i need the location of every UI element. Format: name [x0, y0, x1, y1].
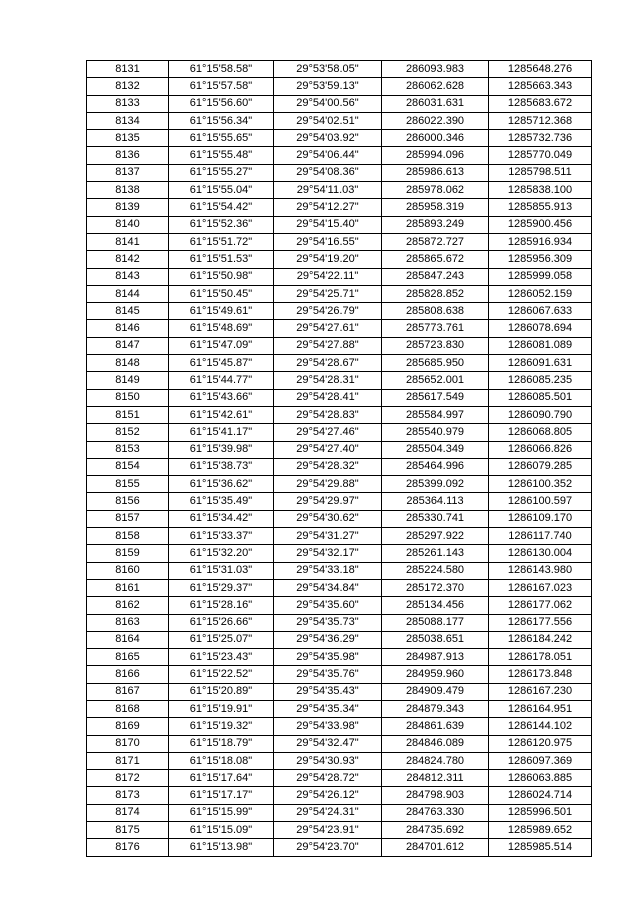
- y-coordinate-cell: 1286063.885: [489, 770, 592, 787]
- latitude-cell: 61°15'45.87": [169, 355, 274, 372]
- longitude-cell: 29°54'32.47": [274, 735, 382, 752]
- latitude-cell: 61°15'13.98": [169, 839, 274, 856]
- longitude-cell: 29°54'22.11": [274, 268, 382, 285]
- point-number-cell: 8160: [87, 562, 169, 579]
- point-number-cell: 8142: [87, 251, 169, 268]
- latitude-cell: 61°15'58.58": [169, 61, 274, 78]
- table-row: [87, 528, 592, 545]
- table-row: [87, 579, 592, 596]
- table-row: [87, 130, 592, 147]
- point-number-cell: 8153: [87, 441, 169, 458]
- y-coordinate-cell: 1285732.736: [489, 130, 592, 147]
- point-number-cell: 8159: [87, 545, 169, 562]
- y-coordinate-cell: 1286164.951: [489, 700, 592, 717]
- table-row: [87, 839, 592, 856]
- x-coordinate-cell: 285224.580: [382, 562, 489, 579]
- longitude-cell: 29°54'12.27": [274, 199, 382, 216]
- table-row: [87, 752, 592, 769]
- longitude-cell: 29°54'28.32": [274, 458, 382, 475]
- point-number-cell: 8170: [87, 735, 169, 752]
- table-row: [87, 718, 592, 735]
- x-coordinate-cell: 285134.456: [382, 597, 489, 614]
- x-coordinate-cell: 285038.651: [382, 631, 489, 648]
- longitude-cell: 29°54'35.98": [274, 649, 382, 666]
- table-row: [87, 458, 592, 475]
- longitude-cell: 29°54'23.91": [274, 822, 382, 839]
- x-coordinate-cell: 284959.960: [382, 666, 489, 683]
- table-row: [87, 78, 592, 95]
- latitude-cell: 61°15'17.64": [169, 770, 274, 787]
- y-coordinate-cell: 1286090.790: [489, 406, 592, 423]
- point-number-cell: 8167: [87, 683, 169, 700]
- longitude-cell: 29°54'19.20": [274, 251, 382, 268]
- x-coordinate-cell: 285865.672: [382, 251, 489, 268]
- y-coordinate-cell: 1285648.276: [489, 61, 592, 78]
- point-number-cell: 8173: [87, 787, 169, 804]
- point-number-cell: 8175: [87, 822, 169, 839]
- point-number-cell: 8169: [87, 718, 169, 735]
- point-number-cell: 8144: [87, 285, 169, 302]
- x-coordinate-cell: 285685.950: [382, 355, 489, 372]
- x-coordinate-cell: 285617.549: [382, 389, 489, 406]
- point-number-cell: 8131: [87, 61, 169, 78]
- coordinates-table: [86, 60, 592, 857]
- point-number-cell: 8172: [87, 770, 169, 787]
- x-coordinate-cell: 285847.243: [382, 268, 489, 285]
- point-number-cell: 8146: [87, 320, 169, 337]
- longitude-cell: 29°54'35.73": [274, 614, 382, 631]
- table-row: [87, 389, 592, 406]
- latitude-cell: 61°15'56.60": [169, 95, 274, 112]
- y-coordinate-cell: 1286120.975: [489, 735, 592, 752]
- table-row: [87, 337, 592, 354]
- longitude-cell: 29°54'30.93": [274, 752, 382, 769]
- y-coordinate-cell: 1286067.633: [489, 303, 592, 320]
- longitude-cell: 29°54'27.40": [274, 441, 382, 458]
- point-number-cell: 8143: [87, 268, 169, 285]
- y-coordinate-cell: 1286109.170: [489, 510, 592, 527]
- table-row: [87, 251, 592, 268]
- latitude-cell: 61°15'44.77": [169, 372, 274, 389]
- y-coordinate-cell: 1286079.285: [489, 458, 592, 475]
- table-row: [87, 320, 592, 337]
- longitude-cell: 29°54'16.55": [274, 233, 382, 250]
- point-number-cell: 8149: [87, 372, 169, 389]
- point-number-cell: 8163: [87, 614, 169, 631]
- x-coordinate-cell: 286000.346: [382, 130, 489, 147]
- longitude-cell: 29°54'29.97": [274, 493, 382, 510]
- latitude-cell: 61°15'42.61": [169, 406, 274, 423]
- x-coordinate-cell: 285504.349: [382, 441, 489, 458]
- point-number-cell: 8141: [87, 233, 169, 250]
- latitude-cell: 61°15'55.65": [169, 130, 274, 147]
- point-number-cell: 8132: [87, 78, 169, 95]
- latitude-cell: 61°15'38.73": [169, 458, 274, 475]
- longitude-cell: 29°54'28.67": [274, 355, 382, 372]
- x-coordinate-cell: 285893.249: [382, 216, 489, 233]
- table-row: [87, 268, 592, 285]
- y-coordinate-cell: 1286177.062: [489, 597, 592, 614]
- y-coordinate-cell: 1286068.805: [489, 424, 592, 441]
- table-row: [87, 164, 592, 181]
- longitude-cell: 29°53'59.13": [274, 78, 382, 95]
- x-coordinate-cell: 284763.330: [382, 804, 489, 821]
- latitude-cell: 61°15'34.42": [169, 510, 274, 527]
- latitude-cell: 61°15'51.72": [169, 233, 274, 250]
- point-number-cell: 8135: [87, 130, 169, 147]
- point-number-cell: 8152: [87, 424, 169, 441]
- x-coordinate-cell: 284701.612: [382, 839, 489, 856]
- latitude-cell: 61°15'36.62": [169, 476, 274, 493]
- y-coordinate-cell: 1285956.309: [489, 251, 592, 268]
- point-number-cell: 8155: [87, 476, 169, 493]
- y-coordinate-cell: 1285900.456: [489, 216, 592, 233]
- x-coordinate-cell: 284812.311: [382, 770, 489, 787]
- latitude-cell: 61°15'32.20": [169, 545, 274, 562]
- y-coordinate-cell: 1286117.740: [489, 528, 592, 545]
- longitude-cell: 29°54'26.79": [274, 303, 382, 320]
- table-row: [87, 112, 592, 129]
- x-coordinate-cell: 285978.062: [382, 182, 489, 199]
- longitude-cell: 29°54'30.62": [274, 510, 382, 527]
- longitude-cell: 29°54'35.60": [274, 597, 382, 614]
- longitude-cell: 29°54'15.40": [274, 216, 382, 233]
- y-coordinate-cell: 1286100.597: [489, 493, 592, 510]
- latitude-cell: 61°15'55.27": [169, 164, 274, 181]
- y-coordinate-cell: 1285683.672: [489, 95, 592, 112]
- y-coordinate-cell: 1286052.159: [489, 285, 592, 302]
- latitude-cell: 61°15'52.36": [169, 216, 274, 233]
- longitude-cell: 29°54'27.88": [274, 337, 382, 354]
- point-number-cell: 8133: [87, 95, 169, 112]
- x-coordinate-cell: 285399.092: [382, 476, 489, 493]
- longitude-cell: 29°54'35.34": [274, 700, 382, 717]
- y-coordinate-cell: 1285663.343: [489, 78, 592, 95]
- x-coordinate-cell: 285464.996: [382, 458, 489, 475]
- point-number-cell: 8134: [87, 112, 169, 129]
- point-number-cell: 8168: [87, 700, 169, 717]
- x-coordinate-cell: 285872.727: [382, 233, 489, 250]
- y-coordinate-cell: 1285712.368: [489, 112, 592, 129]
- point-number-cell: 8157: [87, 510, 169, 527]
- y-coordinate-cell: 1286091.631: [489, 355, 592, 372]
- table-row: [87, 562, 592, 579]
- longitude-cell: 29°54'28.41": [274, 389, 382, 406]
- longitude-cell: 29°54'31.27": [274, 528, 382, 545]
- longitude-cell: 29°54'35.76": [274, 666, 382, 683]
- latitude-cell: 61°15'18.79": [169, 735, 274, 752]
- table-row: [87, 545, 592, 562]
- longitude-cell: 29°54'25.71": [274, 285, 382, 302]
- table-row: [87, 406, 592, 423]
- y-coordinate-cell: 1286085.501: [489, 389, 592, 406]
- y-coordinate-cell: 1285798.511: [489, 164, 592, 181]
- y-coordinate-cell: 1286143.980: [489, 562, 592, 579]
- latitude-cell: 61°15'15.99": [169, 804, 274, 821]
- y-coordinate-cell: 1286144.102: [489, 718, 592, 735]
- table-row: [87, 804, 592, 821]
- y-coordinate-cell: 1286085.235: [489, 372, 592, 389]
- latitude-cell: 61°15'18.08": [169, 752, 274, 769]
- latitude-cell: 61°15'23.43": [169, 649, 274, 666]
- x-coordinate-cell: 284798.903: [382, 787, 489, 804]
- y-coordinate-cell: 1285838.100: [489, 182, 592, 199]
- table-row: [87, 476, 592, 493]
- latitude-cell: 61°15'57.58": [169, 78, 274, 95]
- y-coordinate-cell: 1286130.004: [489, 545, 592, 562]
- point-number-cell: 8166: [87, 666, 169, 683]
- table-row: [87, 441, 592, 458]
- point-number-cell: 8174: [87, 804, 169, 821]
- point-number-cell: 8140: [87, 216, 169, 233]
- y-coordinate-cell: 1286081.089: [489, 337, 592, 354]
- y-coordinate-cell: 1285855.913: [489, 199, 592, 216]
- latitude-cell: 61°15'54.42": [169, 199, 274, 216]
- y-coordinate-cell: 1286097.369: [489, 752, 592, 769]
- longitude-cell: 29°54'27.61": [274, 320, 382, 337]
- table-row: [87, 683, 592, 700]
- x-coordinate-cell: 284879.343: [382, 700, 489, 717]
- y-coordinate-cell: 1285916.934: [489, 233, 592, 250]
- latitude-cell: 61°15'41.17": [169, 424, 274, 441]
- table-row: [87, 216, 592, 233]
- point-number-cell: 8156: [87, 493, 169, 510]
- y-coordinate-cell: 1286178.051: [489, 649, 592, 666]
- longitude-cell: 29°54'06.44": [274, 147, 382, 164]
- x-coordinate-cell: 285723.830: [382, 337, 489, 354]
- longitude-cell: 29°54'32.17": [274, 545, 382, 562]
- longitude-cell: 29°54'29.88": [274, 476, 382, 493]
- table-row: [87, 233, 592, 250]
- table-row: [87, 649, 592, 666]
- point-number-cell: 8161: [87, 579, 169, 596]
- longitude-cell: 29°54'27.46": [274, 424, 382, 441]
- longitude-cell: 29°54'33.18": [274, 562, 382, 579]
- longitude-cell: 29°54'08.36": [274, 164, 382, 181]
- point-number-cell: 8148: [87, 355, 169, 372]
- x-coordinate-cell: 286062.628: [382, 78, 489, 95]
- latitude-cell: 61°15'47.09": [169, 337, 274, 354]
- x-coordinate-cell: 285364.113: [382, 493, 489, 510]
- longitude-cell: 29°54'36.29": [274, 631, 382, 648]
- y-coordinate-cell: 1286173.848: [489, 666, 592, 683]
- table-row: [87, 631, 592, 648]
- latitude-cell: 61°15'50.45": [169, 285, 274, 302]
- latitude-cell: 61°15'25.07": [169, 631, 274, 648]
- document-page: [86, 60, 591, 857]
- latitude-cell: 61°15'48.69": [169, 320, 274, 337]
- y-coordinate-cell: 1285996.501: [489, 804, 592, 821]
- point-number-cell: 8165: [87, 649, 169, 666]
- y-coordinate-cell: 1285989.652: [489, 822, 592, 839]
- longitude-cell: 29°54'24.31": [274, 804, 382, 821]
- latitude-cell: 61°15'33.37": [169, 528, 274, 545]
- x-coordinate-cell: 285261.143: [382, 545, 489, 562]
- x-coordinate-cell: 285172.370: [382, 579, 489, 596]
- coordinates-table-body: [87, 61, 592, 857]
- y-coordinate-cell: 1286078.694: [489, 320, 592, 337]
- latitude-cell: 61°15'31.03": [169, 562, 274, 579]
- point-number-cell: 8145: [87, 303, 169, 320]
- x-coordinate-cell: 284735.692: [382, 822, 489, 839]
- latitude-cell: 61°15'39.98": [169, 441, 274, 458]
- x-coordinate-cell: 285330.741: [382, 510, 489, 527]
- latitude-cell: 61°15'55.48": [169, 147, 274, 164]
- table-row: [87, 285, 592, 302]
- x-coordinate-cell: 285958.319: [382, 199, 489, 216]
- latitude-cell: 61°15'19.32": [169, 718, 274, 735]
- point-number-cell: 8139: [87, 199, 169, 216]
- y-coordinate-cell: 1286184.242: [489, 631, 592, 648]
- longitude-cell: 29°54'34.84": [274, 579, 382, 596]
- latitude-cell: 61°15'26.66": [169, 614, 274, 631]
- table-row: [87, 666, 592, 683]
- latitude-cell: 61°15'43.66": [169, 389, 274, 406]
- y-coordinate-cell: 1285985.514: [489, 839, 592, 856]
- table-row: [87, 510, 592, 527]
- point-number-cell: 8164: [87, 631, 169, 648]
- longitude-cell: 29°54'35.43": [274, 683, 382, 700]
- x-coordinate-cell: 286031.631: [382, 95, 489, 112]
- x-coordinate-cell: 284909.479: [382, 683, 489, 700]
- x-coordinate-cell: 285652.001: [382, 372, 489, 389]
- x-coordinate-cell: 285297.922: [382, 528, 489, 545]
- x-coordinate-cell: 285994.096: [382, 147, 489, 164]
- point-number-cell: 8154: [87, 458, 169, 475]
- latitude-cell: 61°15'51.53": [169, 251, 274, 268]
- table-row: [87, 822, 592, 839]
- latitude-cell: 61°15'20.89": [169, 683, 274, 700]
- longitude-cell: 29°54'28.31": [274, 372, 382, 389]
- table-row: [87, 787, 592, 804]
- x-coordinate-cell: 285808.638: [382, 303, 489, 320]
- x-coordinate-cell: 285088.177: [382, 614, 489, 631]
- point-number-cell: 8150: [87, 389, 169, 406]
- x-coordinate-cell: 286022.390: [382, 112, 489, 129]
- longitude-cell: 29°54'00.56": [274, 95, 382, 112]
- y-coordinate-cell: 1286167.023: [489, 579, 592, 596]
- y-coordinate-cell: 1286066.826: [489, 441, 592, 458]
- point-number-cell: 8138: [87, 182, 169, 199]
- point-number-cell: 8147: [87, 337, 169, 354]
- table-row: [87, 614, 592, 631]
- x-coordinate-cell: 285828.852: [382, 285, 489, 302]
- longitude-cell: 29°53'58.05": [274, 61, 382, 78]
- table-row: [87, 182, 592, 199]
- point-number-cell: 8151: [87, 406, 169, 423]
- longitude-cell: 29°54'02.51": [274, 112, 382, 129]
- longitude-cell: 29°54'23.70": [274, 839, 382, 856]
- table-row: [87, 597, 592, 614]
- latitude-cell: 61°15'55.04": [169, 182, 274, 199]
- y-coordinate-cell: 1286167.230: [489, 683, 592, 700]
- x-coordinate-cell: 284824.780: [382, 752, 489, 769]
- y-coordinate-cell: 1286177.556: [489, 614, 592, 631]
- point-number-cell: 8136: [87, 147, 169, 164]
- latitude-cell: 61°15'35.49": [169, 493, 274, 510]
- point-number-cell: 8158: [87, 528, 169, 545]
- y-coordinate-cell: 1286024.714: [489, 787, 592, 804]
- x-coordinate-cell: 285986.613: [382, 164, 489, 181]
- point-number-cell: 8176: [87, 839, 169, 856]
- x-coordinate-cell: 285584.997: [382, 406, 489, 423]
- x-coordinate-cell: 285773.761: [382, 320, 489, 337]
- table-row: [87, 95, 592, 112]
- latitude-cell: 61°15'22.52": [169, 666, 274, 683]
- table-row: [87, 770, 592, 787]
- point-number-cell: 8162: [87, 597, 169, 614]
- longitude-cell: 29°54'11.03": [274, 182, 382, 199]
- table-row: [87, 424, 592, 441]
- latitude-cell: 61°15'15.09": [169, 822, 274, 839]
- y-coordinate-cell: 1285999.058: [489, 268, 592, 285]
- latitude-cell: 61°15'28.16": [169, 597, 274, 614]
- longitude-cell: 29°54'03.92": [274, 130, 382, 147]
- table-row: [87, 303, 592, 320]
- point-number-cell: 8171: [87, 752, 169, 769]
- table-row: [87, 199, 592, 216]
- y-coordinate-cell: 1286100.352: [489, 476, 592, 493]
- x-coordinate-cell: 285540.979: [382, 424, 489, 441]
- table-row: [87, 493, 592, 510]
- longitude-cell: 29°54'28.83": [274, 406, 382, 423]
- x-coordinate-cell: 284846.089: [382, 735, 489, 752]
- latitude-cell: 61°15'19.91": [169, 700, 274, 717]
- longitude-cell: 29°54'33.98": [274, 718, 382, 735]
- table-row: [87, 372, 592, 389]
- latitude-cell: 61°15'17.17": [169, 787, 274, 804]
- point-number-cell: 8137: [87, 164, 169, 181]
- latitude-cell: 61°15'29.37": [169, 579, 274, 596]
- latitude-cell: 61°15'56.34": [169, 112, 274, 129]
- table-row: [87, 700, 592, 717]
- longitude-cell: 29°54'26.12": [274, 787, 382, 804]
- x-coordinate-cell: 284861.639: [382, 718, 489, 735]
- y-coordinate-cell: 1285770.049: [489, 147, 592, 164]
- longitude-cell: 29°54'28.72": [274, 770, 382, 787]
- latitude-cell: 61°15'50.98": [169, 268, 274, 285]
- table-row: [87, 61, 592, 78]
- x-coordinate-cell: 284987.913: [382, 649, 489, 666]
- x-coordinate-cell: 286093.983: [382, 61, 489, 78]
- table-row: [87, 355, 592, 372]
- table-row: [87, 147, 592, 164]
- table-row: [87, 735, 592, 752]
- latitude-cell: 61°15'49.61": [169, 303, 274, 320]
